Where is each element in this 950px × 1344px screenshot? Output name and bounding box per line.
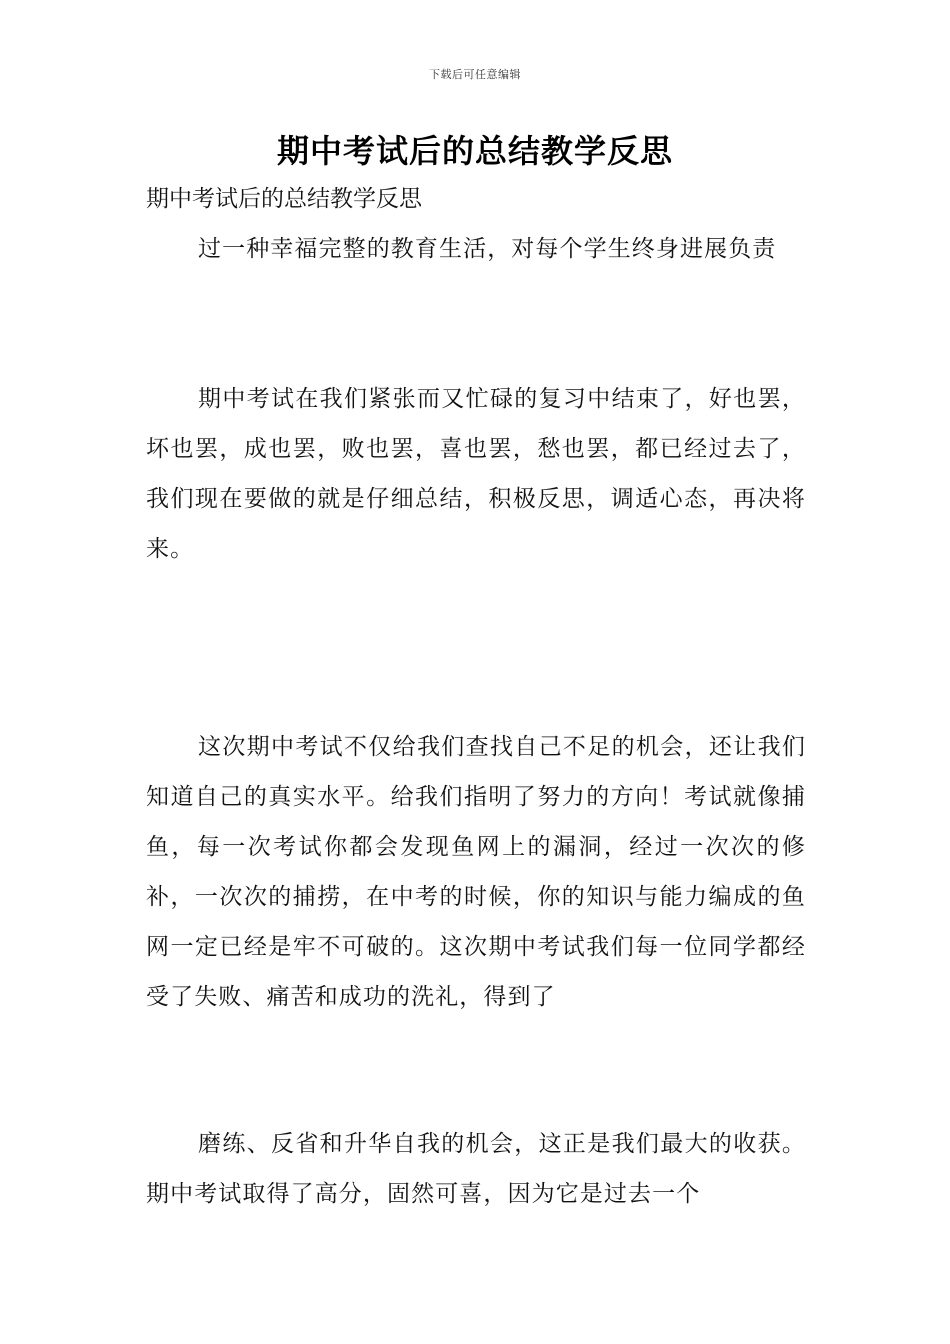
paragraph: 磨练、反省和升华自我的机会，这正是我们最大的收获。期中考试取得了高分，固然可喜，因为它是过去一个	[146, 1131, 806, 1207]
document-title: 期中考试后的总结教学反思	[276, 132, 673, 170]
document-subtitle: 期中考试后的总结教学反思	[146, 186, 422, 212]
header-note: 下载后可任意编辑	[429, 68, 521, 81]
paragraph: 过一种幸福完整的教育生活，对每个学生终身进展负责	[198, 236, 777, 262]
paragraph: 期中考试在我们紧张而又忙碌的复习中结束了，好也罢，坏也罢，成也罢，败也罢，喜也罢，愁也罢，都已经过去了，我们现在要做的就是仔细总结，积极反思，调适心态，再决将来。	[146, 386, 806, 562]
paragraph: 这次期中考试不仅给我们查找自己不足的机会，还让我们知道自己的真实水平。给我们指明了努力的方向！考试就像捕鱼，每一次考试你都会发现鱼网上的漏洞，经过一次次的修补，一次次的捕捞，在中考的时候，你的知识与能力编成的鱼网一定已经是牢不可破的。这次期中考试我们每一位同学都经受了失败、痛苦和成功的洗礼，得到了	[146, 734, 806, 1010]
